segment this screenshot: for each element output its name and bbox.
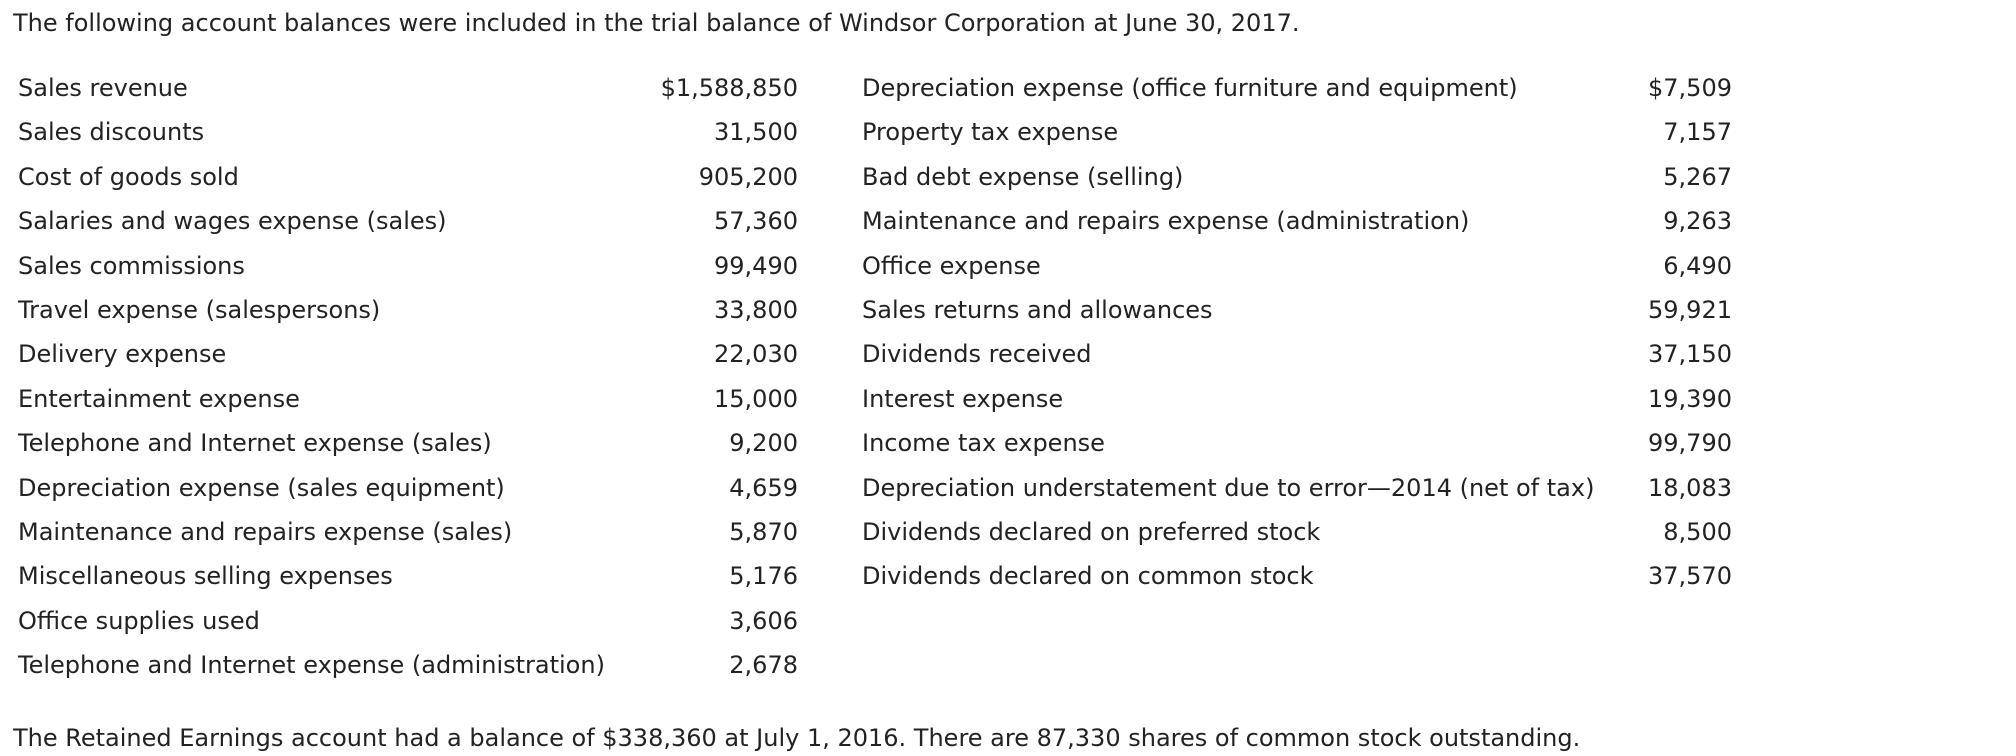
account-amount: 2,678 — [729, 651, 798, 680]
account-row — [18, 428, 798, 472]
account-amount: 9,200 — [729, 429, 798, 458]
account-label: Maintenance and repairs expense (administration) — [862, 207, 1470, 236]
left-accounts-table — [18, 73, 798, 694]
account-row — [18, 339, 798, 383]
account-row — [18, 606, 798, 650]
account-amount: 8,500 — [1663, 517, 1732, 546]
account-label: Depreciation expense (sales equipment) — [18, 473, 505, 502]
account-amount: 3,606 — [729, 606, 798, 635]
account-row — [18, 295, 798, 339]
account-row — [862, 384, 1732, 428]
account-amount: 19,390 — [1648, 384, 1732, 413]
account-amount: 99,790 — [1648, 429, 1732, 458]
account-row — [862, 561, 1732, 605]
account-row — [18, 517, 798, 561]
account-label: Telephone and Internet expense (administration) — [18, 651, 605, 680]
account-amount: 33,800 — [714, 295, 798, 324]
account-row — [862, 339, 1732, 383]
account-label: Property tax expense — [862, 118, 1119, 147]
account-amount: $1,588,850 — [660, 74, 798, 102]
account-row — [18, 384, 798, 428]
account-label: Interest expense — [862, 384, 1064, 413]
account-label: Sales discounts — [18, 118, 205, 147]
account-row — [18, 473, 798, 517]
account-amount: 9,263 — [1663, 207, 1732, 236]
account-row — [862, 295, 1732, 339]
account-row — [862, 117, 1732, 161]
account-label: Delivery expense — [18, 340, 227, 369]
account-amount: 59,921 — [1648, 295, 1732, 324]
account-row — [862, 162, 1732, 206]
account-label: Dividends declared on preferred stock — [862, 517, 1321, 546]
account-amount: 18,083 — [1648, 473, 1732, 502]
account-row — [862, 428, 1732, 472]
account-amount: 31,500 — [714, 118, 798, 147]
account-amount: 15,000 — [714, 384, 798, 413]
account-row — [18, 73, 798, 117]
account-label: Miscellaneous selling expenses — [18, 562, 393, 591]
account-label: Dividends declared on common stock — [862, 562, 1314, 591]
account-amount: 5,267 — [1663, 162, 1732, 191]
account-amount: 57,360 — [714, 207, 798, 236]
account-label: Income tax expense — [862, 429, 1105, 458]
account-label: Depreciation expense (office furniture and equipment) — [862, 74, 1518, 102]
intro-text: The following account balances were included in the trial balance of Windsor Corporation at June 30, 2017. — [13, 9, 1300, 37]
account-row — [18, 650, 798, 694]
account-amount: 6,490 — [1663, 251, 1732, 280]
account-row — [862, 473, 1732, 517]
account-row — [18, 206, 798, 250]
account-amount: 5,176 — [729, 562, 798, 591]
account-label: Dividends received — [862, 340, 1092, 369]
account-row — [862, 206, 1732, 250]
account-label: Bad debt expense (selling) — [862, 162, 1184, 191]
account-row — [18, 162, 798, 206]
account-amount: 7,157 — [1663, 118, 1732, 147]
account-row — [18, 117, 798, 161]
account-label: Maintenance and repairs expense (sales) — [18, 517, 513, 546]
account-amount: 5,870 — [729, 517, 798, 546]
account-label: Sales revenue — [18, 74, 188, 102]
account-amount: $7,509 — [1648, 74, 1732, 102]
account-row — [18, 561, 798, 605]
footer-text: The Retained Earnings account had a balance of $338,360 at July 1, 2016. There are 87,330 shares of common stock outstanding. — [13, 724, 1581, 752]
account-label: Sales returns and allowances — [862, 295, 1213, 324]
account-label: Sales commissions — [18, 251, 245, 280]
account-row — [862, 251, 1732, 295]
account-amount: 22,030 — [714, 340, 798, 369]
account-label: Office supplies used — [18, 606, 260, 635]
right-accounts-table — [862, 73, 1732, 606]
account-row — [18, 251, 798, 295]
account-amount: 905,200 — [698, 162, 798, 191]
account-label: Travel expense (salespersons) — [18, 295, 381, 324]
account-label: Telephone and Internet expense (sales) — [18, 429, 492, 458]
account-row — [862, 73, 1732, 117]
account-row — [862, 517, 1732, 561]
account-amount: 4,659 — [729, 473, 798, 502]
account-amount: 37,150 — [1648, 340, 1732, 369]
account-label: Entertainment expense — [18, 384, 300, 413]
account-amount: 99,490 — [714, 251, 798, 280]
account-label: Cost of goods sold — [18, 162, 239, 191]
account-label: Salaries and wages expense (sales) — [18, 207, 447, 236]
account-label: Office expense — [862, 251, 1041, 280]
account-label: Depreciation understatement due to error—2014 (net of tax) — [862, 473, 1595, 502]
account-amount: 37,570 — [1648, 562, 1732, 591]
